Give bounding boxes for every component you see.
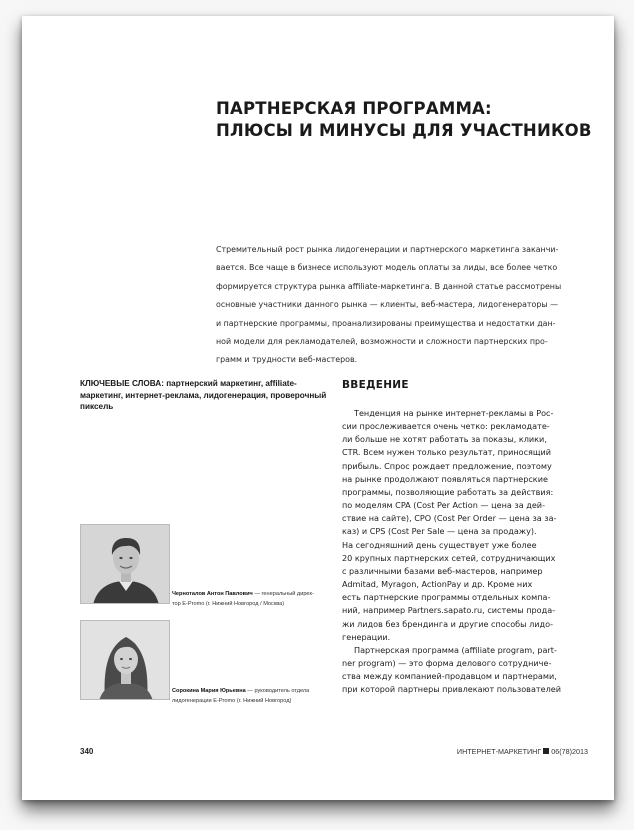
author-photo-sorokina	[80, 620, 170, 700]
body-line: генерации.	[342, 631, 391, 642]
body-line: ли больше не хотят работать за показы, клики,	[342, 434, 547, 445]
author-role: — генеральный дирек-	[252, 591, 314, 597]
body-line: CTR. Всем нужен только результат, приносящий	[342, 447, 552, 458]
lead-line: Стремительный рост рынка лидогенерации и партнерского маркетинга заканчи-	[216, 245, 559, 254]
caption-line	[172, 590, 327, 600]
author-role: — руководитель отдела	[245, 688, 310, 694]
body-line: с различными базами веб-мастеров, например	[342, 565, 543, 576]
journal-issue: 06(78)2013	[551, 747, 588, 756]
keywords-line: пиксель	[80, 402, 114, 411]
body-line: Партнерская программа (affiliate program, part-	[354, 644, 557, 655]
body-line: Тенденция на рынке интернет-рекламы в Рос-	[354, 408, 554, 418]
body-line: по моделям CPA (Cost Per Action — цена за дей-	[342, 500, 545, 511]
author-name: Сорокина Мария Юрьевна	[172, 688, 246, 694]
body-line: при которой партнеры привлекают пользователей	[342, 684, 562, 695]
body-line: ства между компанией-продавцом и партнерами,	[342, 671, 557, 682]
lead-line: основные участники данного рынка — клиенты, веб-мастера, лидогенераторы —	[216, 300, 558, 310]
body-line: сии прослеживается очень четко: рекламодате-	[342, 421, 550, 432]
body-line: На сегодняшний день существует уже более	[342, 539, 537, 550]
journal-name: ИНТЕРНЕТ-МАРКЕТИНГ	[456, 747, 542, 756]
body-line: жи лидов без брендинга и другие способы лидо-	[342, 618, 554, 629]
article-lead	[216, 241, 588, 370]
keywords-line: КЛЮЧЕВЫЕ СЛОВА: партнерский маркетинг, affiliate-	[80, 379, 297, 388]
author-portrait-male	[81, 525, 170, 604]
body-line: прибыль. Спрос рождает предложение, поэтому	[342, 460, 552, 471]
body-line: программы, позволяющие работать за действия:	[342, 486, 554, 497]
caption-line: тор E-Promo (г. Нижний Новгород / Москва)	[172, 600, 285, 607]
square-bullet-icon	[543, 748, 549, 754]
article-title	[216, 98, 596, 142]
lead-line: вается. Все чаще в бизнесе используют модель оплаты за лиды, все более четко	[216, 263, 558, 273]
page-number: 340	[80, 747, 94, 756]
lead-line: формируется структура рынка affiliate-маркетинга. В данной статье рассмотрены	[216, 281, 562, 291]
keywords-block	[80, 378, 325, 413]
author-caption-chernotalov	[172, 590, 327, 609]
intro-body	[342, 407, 588, 696]
article-title-line: ПЛЮСЫ И МИНУСЫ ДЛЯ УЧАСТНИКОВ	[216, 121, 592, 140]
body-line: ner program) — это форма делового сотрудниче-	[342, 657, 552, 668]
journal-footer	[457, 747, 588, 756]
body-line: ний, например Partners.sapato.ru, системы прода-	[342, 605, 556, 616]
lead-line: и партнерские программы, проанализированы преимущества и недостатки дан-	[216, 318, 556, 328]
author-name: Черноталов Антон Павлович	[172, 591, 253, 597]
body-line: ствие на сайте), CPO (Cost Per Order — цена за за-	[342, 513, 557, 524]
section-heading-intro: ВВЕДЕНИЕ	[342, 379, 409, 391]
magazine-page	[22, 16, 614, 800]
keywords-line: маркетинг, интернет-реклама, лидогенерация, проверочный	[80, 390, 327, 400]
lead-line: грамм и трудности веб-мастеров.	[216, 355, 358, 365]
caption-line: лидогенерации E-Promo (г. Нижний Новгород)	[172, 697, 292, 704]
author-caption-sorokina	[172, 687, 327, 706]
body-line: Admitad, Myragon, ActionPay и др. Кроме них	[342, 579, 533, 590]
lead-line: ной модели для рекламодателей, возможности и сложности партнерских про-	[216, 337, 548, 347]
article-title-line: ПАРТНЕРСКАЯ ПРОГРАММА:	[216, 99, 492, 118]
body-line: 20 крупных партнерских сетей, сотрудничающих	[342, 552, 556, 563]
caption-line	[172, 687, 327, 697]
body-line: на рынке продолжают появляться партнерские	[342, 473, 548, 484]
body-line: есть партнерские программы отдельных компа-	[342, 592, 551, 603]
author-photo-chernotalov	[80, 524, 170, 604]
author-portrait-female	[81, 621, 170, 700]
body-line: каз) и CPS (Cost Per Sale — цена за продажу).	[342, 526, 537, 537]
